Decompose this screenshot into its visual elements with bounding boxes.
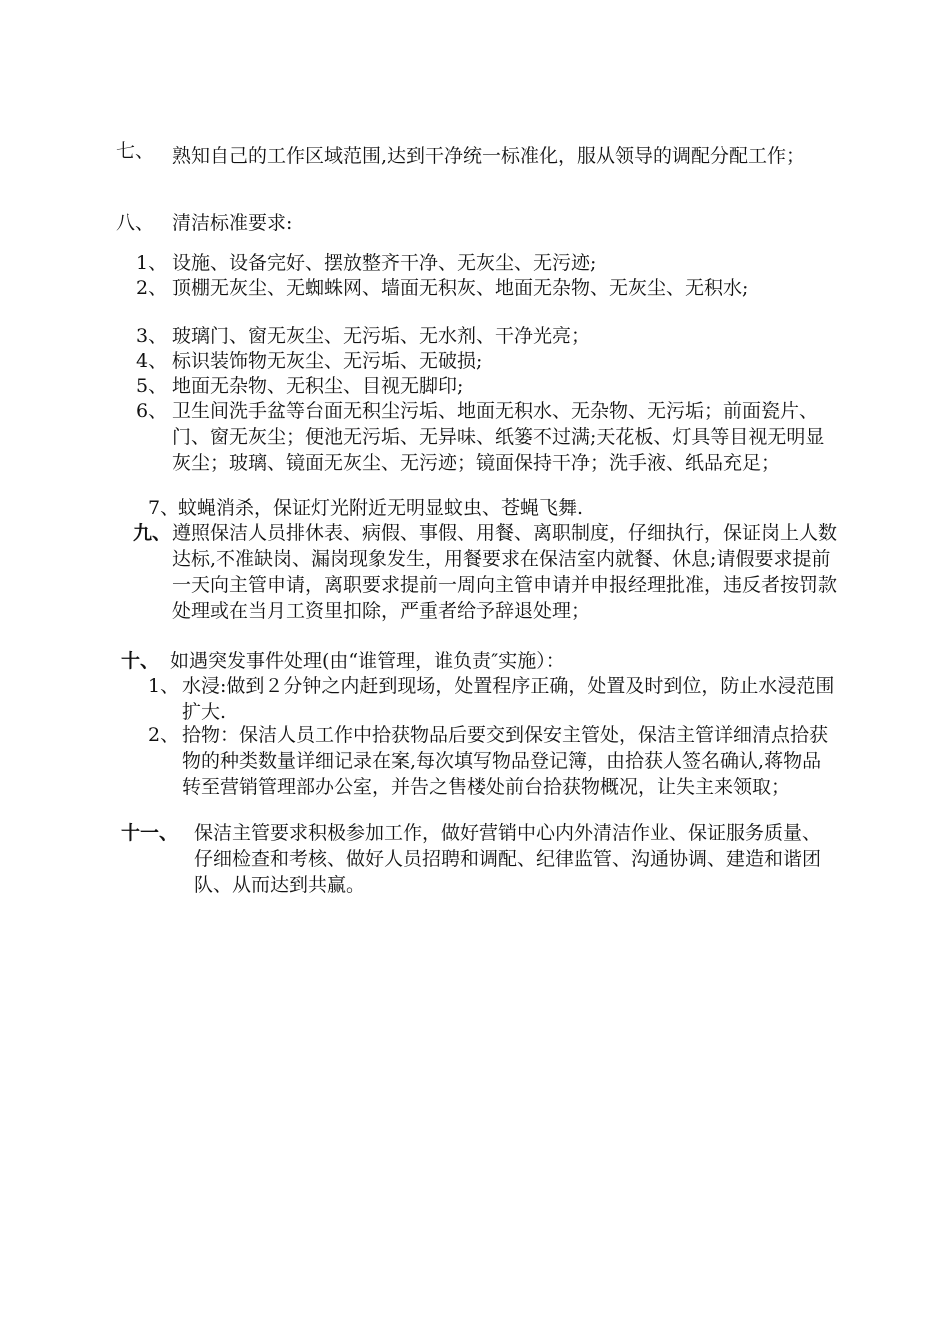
item-text: 标识装饰物无灰尘、无污垢、无破损;	[172, 350, 483, 372]
section-text: 清洁标准要求:	[172, 212, 293, 234]
section-number: 十、	[121, 650, 160, 672]
item-text: 地面无杂物、无积尘、目视无脚印;	[172, 375, 464, 397]
item-number: 4、	[136, 350, 168, 372]
section-text: 如遇突发事件处理(由“谁管理，谁负责″实施）：	[170, 650, 565, 672]
item-text: 卫生间洗手盆等台面无积尘污垢、地面无积水、无杂物、无污垢；前面瓷片、门、窗无灰尘；便池无污垢、无异味、纸篓不过满;天花板、灯具等目视无明显灰尘；玻璃、镜面无灰尘、无污迹；镜面保持干净；洗手液、纸品充足；	[172, 400, 825, 474]
item-number: 7、	[148, 497, 180, 519]
item-text: 顶棚无灰尘、无蜘蛛网、墙面无积灰、地面无杂物、无灰尘、无积水;	[172, 277, 749, 299]
section-number: 八、	[116, 212, 155, 234]
section-text: 保洁主管要求积极参加工作，做好营销中心内外清洁作业、保证服务质量、仔细检查和考核、做好人员招聘和调配、纪律监管、沟通协调、建造和谐团队、从而达到共赢。	[194, 822, 822, 896]
section-text: 熟知自己的工作区域范围,达到干净统一标准化，服从领导的调配分配工作；	[172, 145, 806, 167]
item-text: 蚊蝇消杀，保证灯光附近无明显蚊虫、苍蝇飞舞.	[178, 497, 584, 519]
item-number: 3、	[136, 325, 168, 347]
item-number: 2、	[148, 724, 180, 746]
section-number: 七、	[116, 140, 155, 162]
item-text: 设施、设备完好、摆放整齐干净、无灰尘、无污迹;	[172, 252, 597, 274]
item-number: 1、	[136, 252, 168, 274]
item-number: 1、	[148, 675, 180, 697]
item-text: 水浸:做到２分钟之内赶到现场，处置程序正确，处置及时到位，防止水浸范围扩大.	[182, 675, 835, 723]
item-text: 玻璃门、窗无灰尘、无污垢、无水剂、干净光亮；	[172, 325, 591, 347]
section-number: 十一、	[121, 822, 179, 844]
section-number: 九、	[133, 522, 172, 544]
item-number: 2、	[136, 277, 168, 299]
section-text: 遵照保洁人员排休表、病假、事假、用餐、离职制度，仔细执行，保证岗上人数达标,不准缺岗、漏岗现象发生，用餐要求在保洁室内就餐、休息;请假要求提前一天向主管申请，离职要求提前一周向主管申请并申报经理批准，违反者按罚款处理或在当月工资里扣除，严重者给予辞退处理；	[172, 522, 838, 622]
item-number: 5、	[136, 375, 168, 397]
item-number: 6、	[136, 400, 168, 422]
item-text: 拾物：保洁人员工作中拾获物品后要交到保安主管处，保洁主管详细清点拾获物的种类数量详细记录在案,每次填写物品登记簿，由拾获人签名确认,蒋物品转至营销管理部办公室，并告之售楼处前台拾获物概况，让失主来领取；	[182, 724, 829, 798]
